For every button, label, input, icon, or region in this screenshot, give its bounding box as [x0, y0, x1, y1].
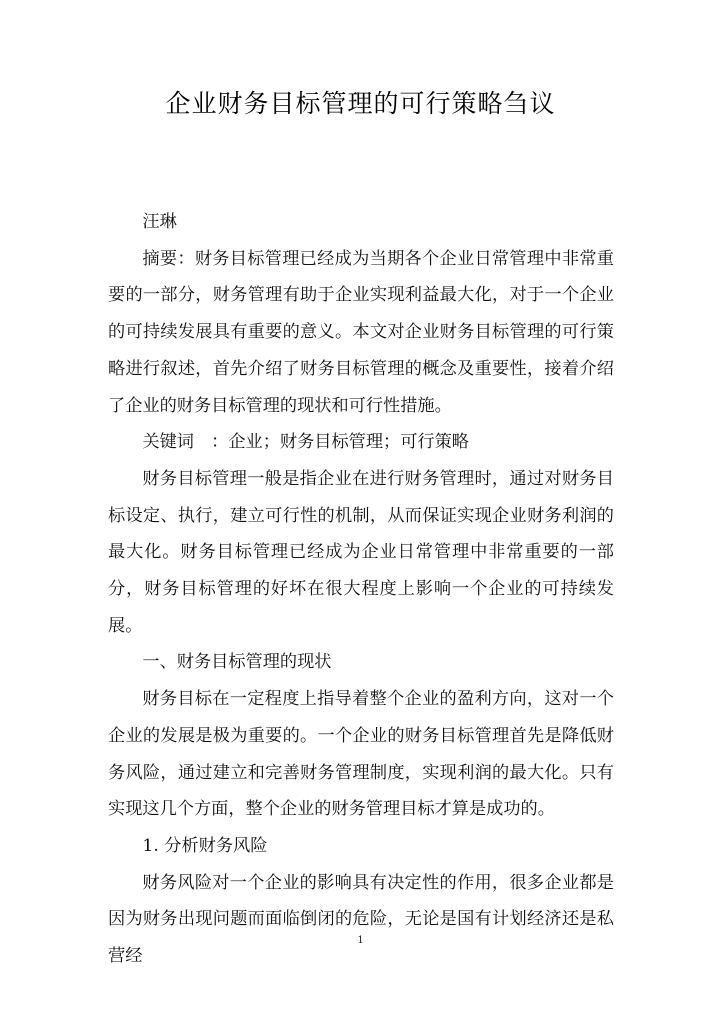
page-number: 1: [357, 935, 364, 946]
subsection-heading: 1. 分析财务风险: [142, 835, 268, 856]
abstract-paragraph: 摘要：财务目标管理已经成为当期各个企业日常管理中非常重要的一部分，财务管理有助于企业实现利益最大化，对于一个企业的可持续发展具有重要的意义。本文对企业财务目标管理的可行策略进行叙述，首先介绍了财务目标管理的概念及重要性，接着介绍了企业的财务目标管理的现状和可行性措施。: [108, 248, 614, 416]
document-body: [108, 204, 614, 975]
intro-paragraph: 财务目标管理一般是指企业在进行财务管理时，通过对财务目标设定、执行，建立可行性的机制，从而保证实现企业财务利润的最大化。财务目标管理已经成为企业日常管理中非常重要的一部分，财务目标管理的好坏在很大程度上影响一个企业的可持续发展。: [108, 468, 614, 636]
keywords-line: 关键词 ：企业；财务目标管理；可行策略: [142, 432, 469, 453]
section-heading: 一、财务目标管理的现状: [142, 652, 332, 673]
section-paragraph: 财务目标在一定程度上指导着整个企业的盈利方向，这对一个企业的发展是极为重要的。一个企业的财务目标管理首先是降低财务风险，通过建立和完善财务管理制度，实现利润的最大化。只有实现这几个方面，整个企业的财务管理目标才算是成功的。: [108, 689, 614, 820]
author-name: 汪琳: [142, 212, 177, 232]
subsection-paragraph: 财务风险对一个企业的影响具有决定性的作用，很多企业都是因为财务出现问题而面临倒闭的危险，无论是国有计划经济还是私营经: [108, 872, 614, 967]
document-title: 企业财务目标管理的可行策略刍议: [165, 89, 556, 118]
